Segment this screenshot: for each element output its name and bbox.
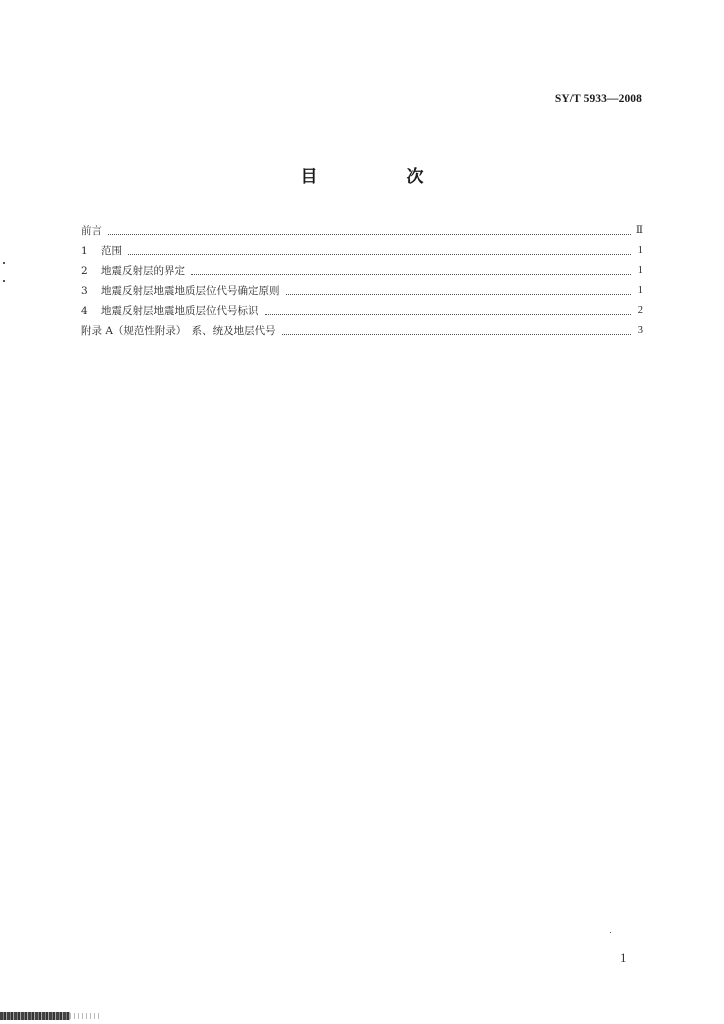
- toc-leader-dots: [265, 313, 632, 315]
- toc-entry-number: 3: [81, 285, 88, 297]
- toc-entry-2[interactable]: [81, 258, 643, 278]
- toc-entry-number: 1: [81, 245, 88, 257]
- toc-entry-page: Ⅱ: [635, 225, 643, 236]
- scan-artifact-tail: [70, 1013, 100, 1019]
- toc-leader-dots: [191, 273, 631, 275]
- toc-entry-number: 2: [81, 265, 88, 277]
- toc-entry-appendix-a[interactable]: [81, 318, 643, 338]
- toc-entry-text: 附录 A（规范性附录） 系、统及地层代号: [81, 325, 276, 337]
- toc-entry-text: 地震反射层地震地质层位代号确定原则: [101, 285, 280, 297]
- toc-entry-foreword[interactable]: [81, 218, 643, 238]
- table-of-contents: [81, 218, 643, 338]
- toc-entry-page: 2: [637, 305, 643, 316]
- toc-entry-page: 1: [637, 245, 643, 256]
- toc-leader-dots: [286, 293, 632, 295]
- scan-artifact: [0, 1012, 70, 1020]
- page-title: 目 次: [300, 167, 460, 187]
- toc-leader-dots: [108, 233, 631, 235]
- page-number: 1: [620, 950, 627, 965]
- scan-speck: [3, 262, 5, 264]
- toc-entry-3[interactable]: [81, 278, 643, 298]
- scan-speck: [610, 932, 611, 933]
- toc-entry-text: 地震反射层地震地质层位代号标识: [101, 305, 259, 317]
- scan-speck: [3, 280, 5, 282]
- toc-entry-text: 地震反射层的界定: [101, 265, 185, 277]
- toc-entry-4[interactable]: [81, 298, 643, 318]
- toc-entry-page: 1: [637, 285, 643, 296]
- toc-entry-text: 前言: [81, 225, 102, 237]
- toc-entry-page: 3: [637, 325, 643, 336]
- toc-leader-dots: [282, 333, 631, 335]
- toc-entry-text: 范围: [101, 245, 122, 257]
- document-code: SY/T 5933—2008: [554, 93, 642, 105]
- toc-entry-number: 4: [81, 305, 88, 317]
- toc-entry-page: 1: [637, 265, 643, 276]
- toc-leader-dots: [128, 253, 631, 255]
- toc-entry-1[interactable]: [81, 238, 643, 258]
